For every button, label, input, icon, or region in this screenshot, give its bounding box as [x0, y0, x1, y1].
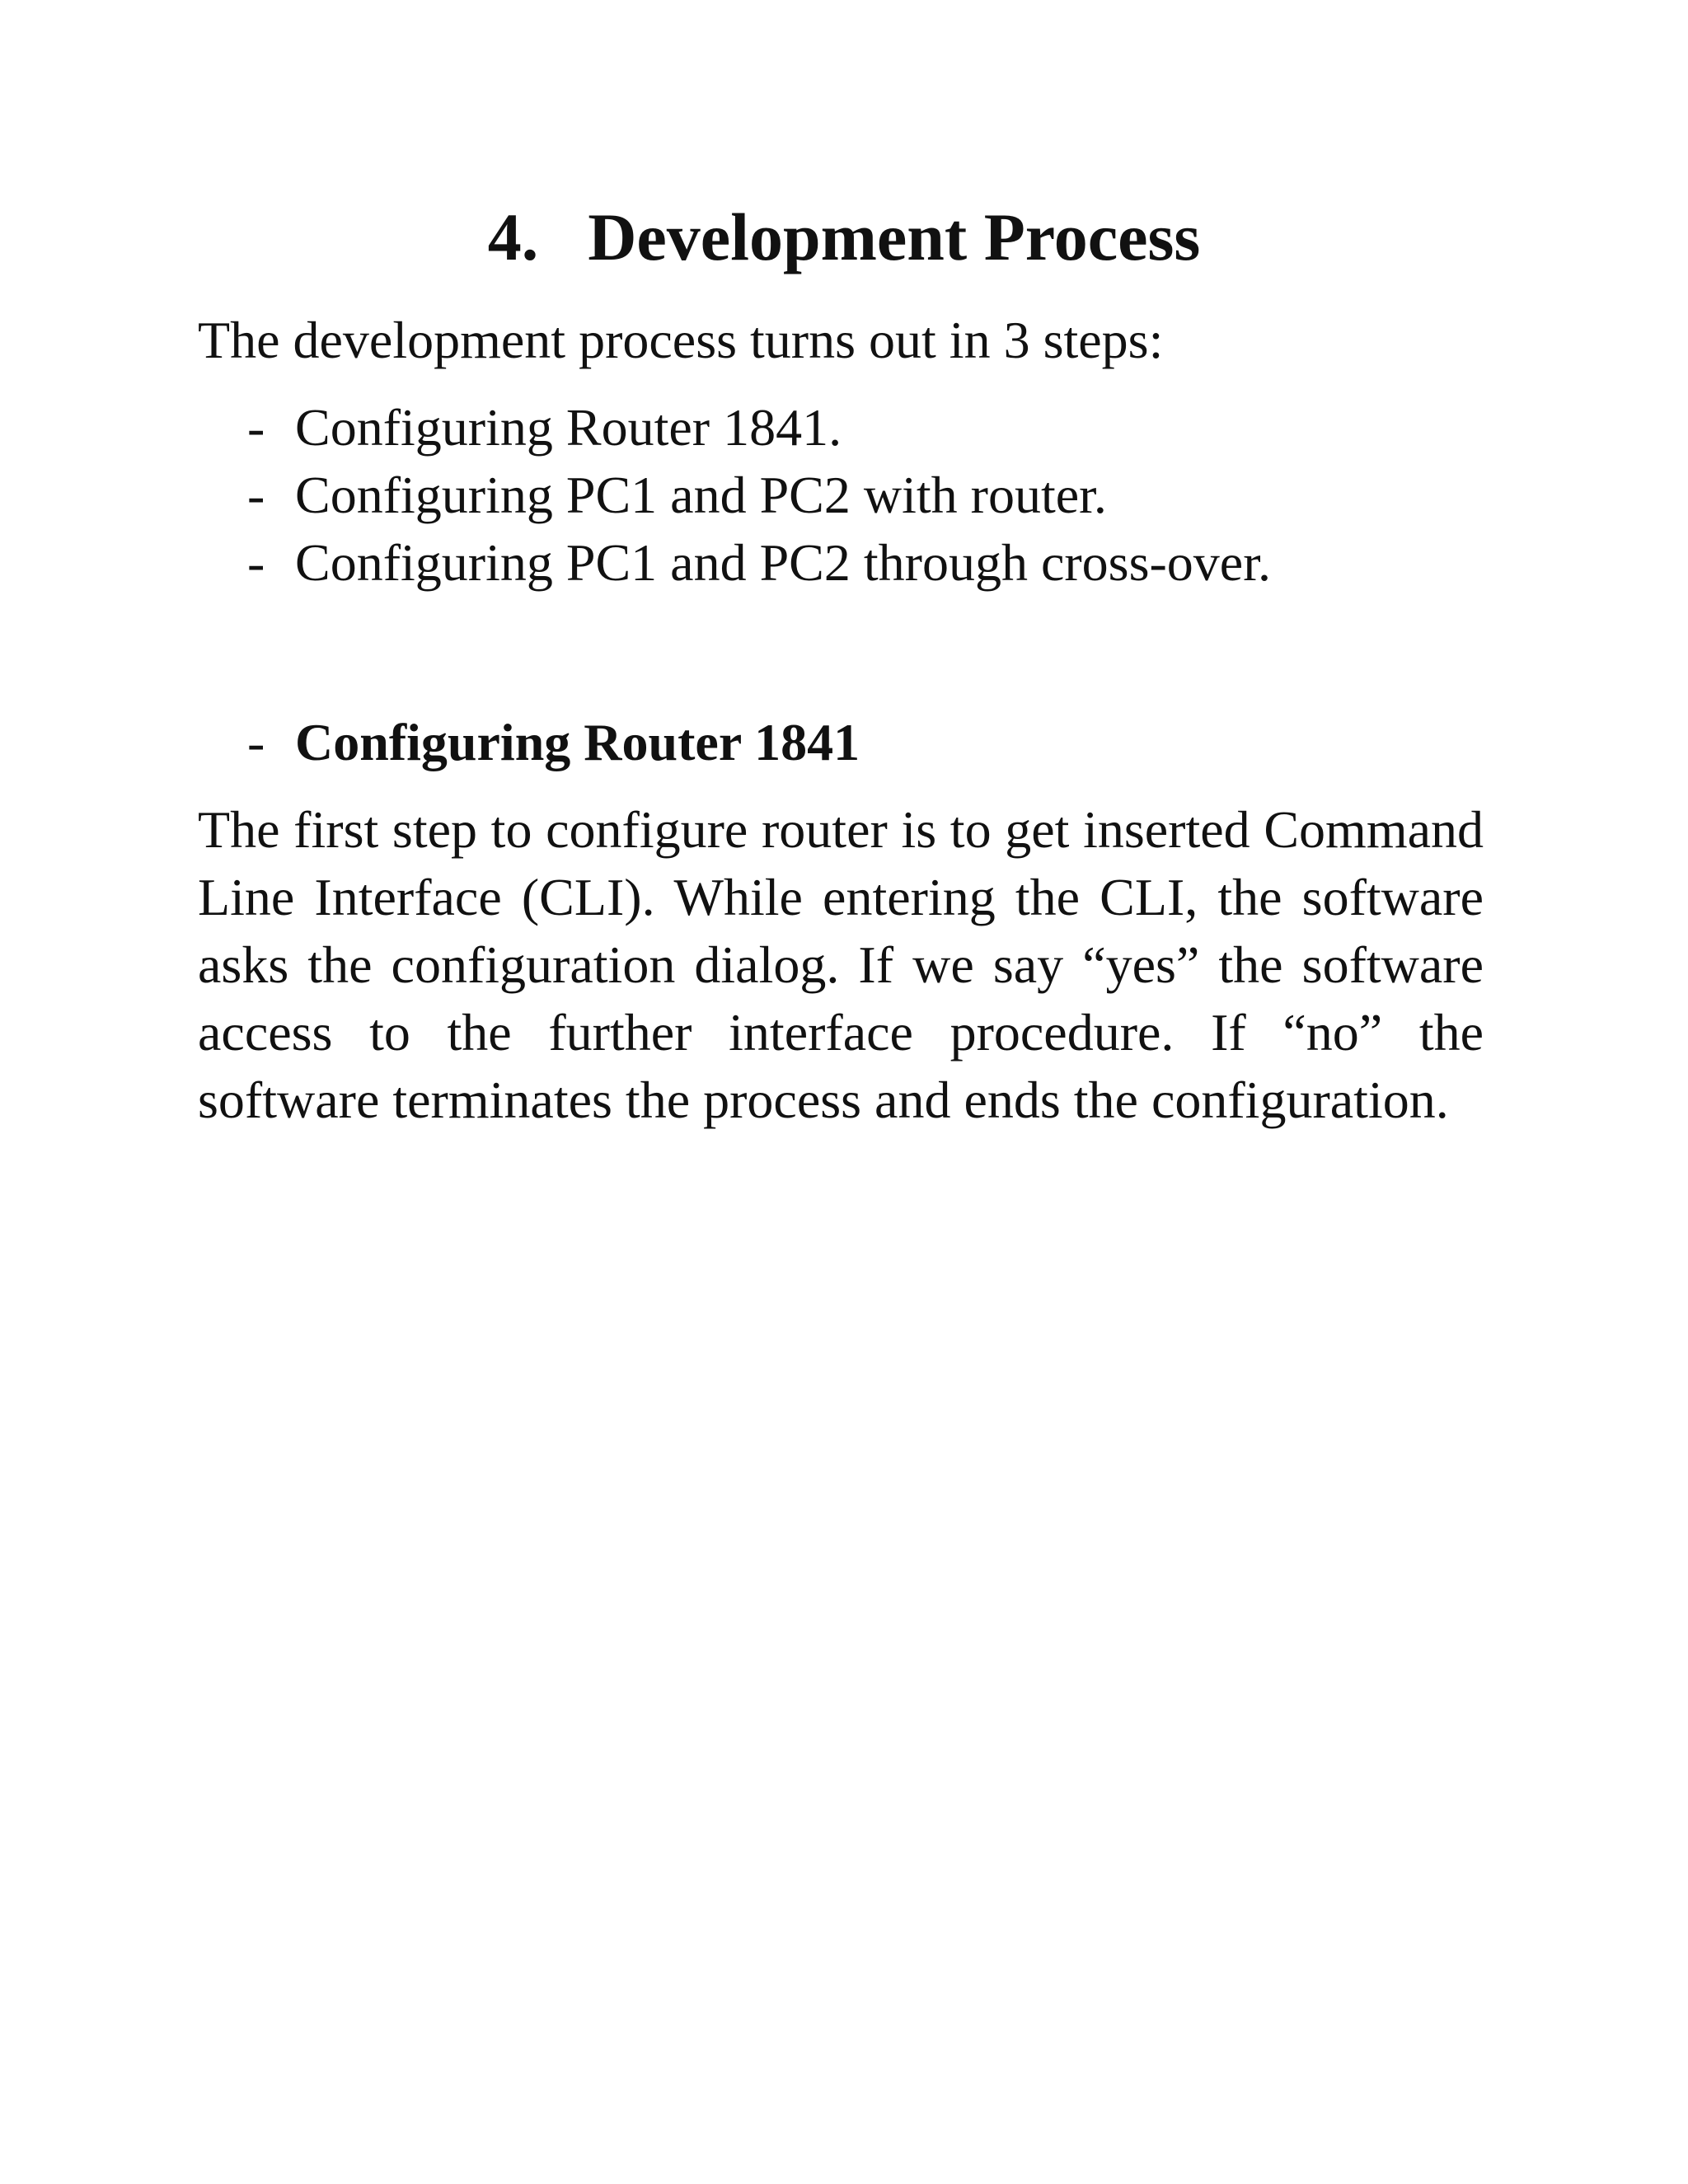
list-item — [239, 394, 1475, 462]
intro-text: The development process turns out in 3 steps: — [198, 311, 1164, 369]
step-text: Configuring PC1 and PC2 through cross-over. — [295, 533, 1271, 592]
bullet-dash: - — [247, 466, 265, 524]
section-number: 4. — [487, 199, 539, 274]
subsection-title: Configuring Router 1841 — [295, 713, 860, 771]
step-text: Configuring Router 1841. — [295, 398, 842, 457]
section-title: Development Process — [588, 199, 1201, 274]
body-paragraph: The first step to configure router is to get inserted Command Line Interface (CLI). While entering the CLI, the software asks the configuration dialog. If we say “yes” the software access to the further interface procedure. If “no” the software terminates the process and ends the configuration. — [198, 800, 1484, 1129]
bullet-dash: - — [247, 713, 265, 771]
list-item — [239, 529, 1475, 597]
list-item — [239, 462, 1475, 529]
step-text: Configuring PC1 and PC2 with router. — [295, 466, 1107, 524]
section-heading — [0, 196, 1688, 279]
subsection-heading — [239, 709, 1531, 776]
bullet-dash: - — [247, 398, 265, 457]
bullet-dash: - — [247, 533, 265, 592]
steps-list — [239, 394, 1475, 597]
